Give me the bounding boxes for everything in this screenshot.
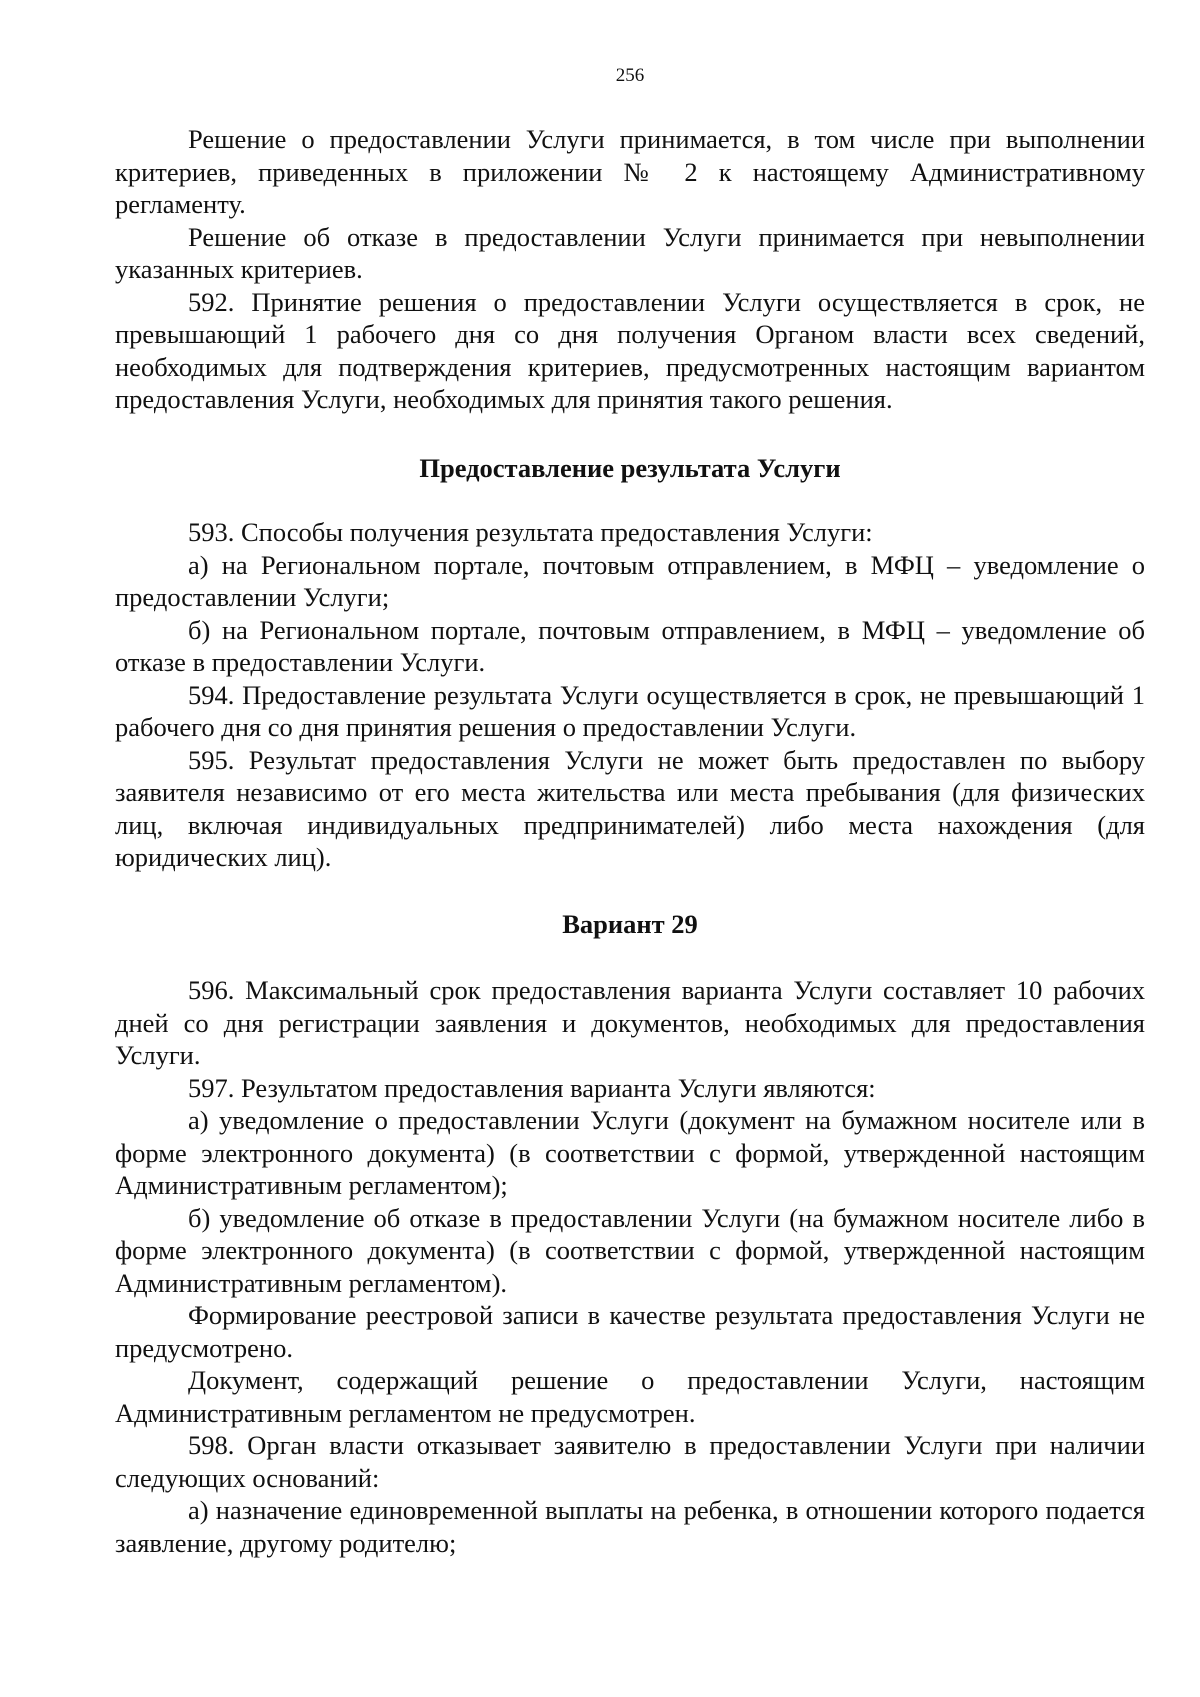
paragraph: Документ, содержащий решение о предоставлении Услуги, настоящим Административным регламентом не предусмотрен. <box>115 1365 1145 1428</box>
section-heading-variant: Вариант 29 <box>562 908 698 939</box>
paragraph: Формирование реестровой записи в качестве результата предоставления Услуги не предусмотрено. <box>115 1300 1145 1363</box>
paragraph: 593. Способы получения результата предоставления Услуги: <box>188 517 873 547</box>
paragraph: а) на Региональном портале, почтовым отправлением, в МФЦ – уведомление о предоставлении Услуги; <box>115 549 1145 612</box>
paragraph: 598. Орган власти отказывает заявителю в предоставлении Услуги при наличии следующих оснований: <box>115 1430 1145 1493</box>
paragraph: 596. Максимальный срок предоставления варианта Услуги составляет 10 рабочих дней со дня регистрации заявления и документов, необходимых для предоставления Услуги. <box>115 975 1145 1070</box>
paragraph: Решение о предоставлении Услуги принимается, в том числе при выполнении критериев, приведенных в приложении № 2 к настоящему Административному регламенту. <box>115 124 1145 219</box>
paragraph: 594. Предоставление результата Услуги осуществляется в срок, не превышающий 1 рабочего дня со дня принятия решения о предоставлении Услуги. <box>115 679 1145 742</box>
section-decision <box>115 123 1145 416</box>
paragraph: 597. Результатом предоставления варианта Услуги являются: <box>188 1072 876 1103</box>
paragraph: 595. Результат предоставления Услуги не может быть предоставлен по выбору заявителя независимо от его места жительства или места пребывания (для физических лиц, включая индивидуальных предпринимателей) либо места нахождения (для юридических лиц). <box>115 744 1145 872</box>
paragraph: Решение об отказе в предоставлении Услуги принимается при невыполнении указанных критериев. <box>115 221 1145 284</box>
page-number: 256 <box>615 65 645 86</box>
paragraph: б) уведомление об отказе в предоставлении Услуги (на бумажном носителе либо в форме электронного документа) (в соответствии с формой, утвержденной настоящим Административным регламентом). <box>115 1202 1145 1298</box>
paragraph: а) уведомление о предоставлении Услуги (документ на бумажном носителе или в форме электронного документа) (в соответствии с формой, утвержденной настоящим Административным регламентом); <box>115 1105 1145 1200</box>
paragraph: б) на Региональном портале, почтовым отправлением, в МФЦ – уведомление об отказе в предоставлении Услуги. <box>115 614 1145 677</box>
paragraph: а) назначение единовременной выплаты на ребенка, в отношении которого подается заявление, другому родителю; <box>115 1495 1145 1558</box>
document-page <box>115 64 1145 1559</box>
paragraph: 592. Принятие решения о предоставлении Услуги осуществляется в срок, не превышающий 1 рабочего дня со дня получения Органом власти всех сведений, необходимых для подтверждения критериев, предусмотренных настоящим вариантом предоставления Услуги, необходимых для принятия такого решения. <box>115 286 1145 414</box>
section-heading-result: Предоставление результата Услуги <box>419 452 841 483</box>
section-result <box>115 516 1145 874</box>
section-variant <box>115 974 1145 1559</box>
